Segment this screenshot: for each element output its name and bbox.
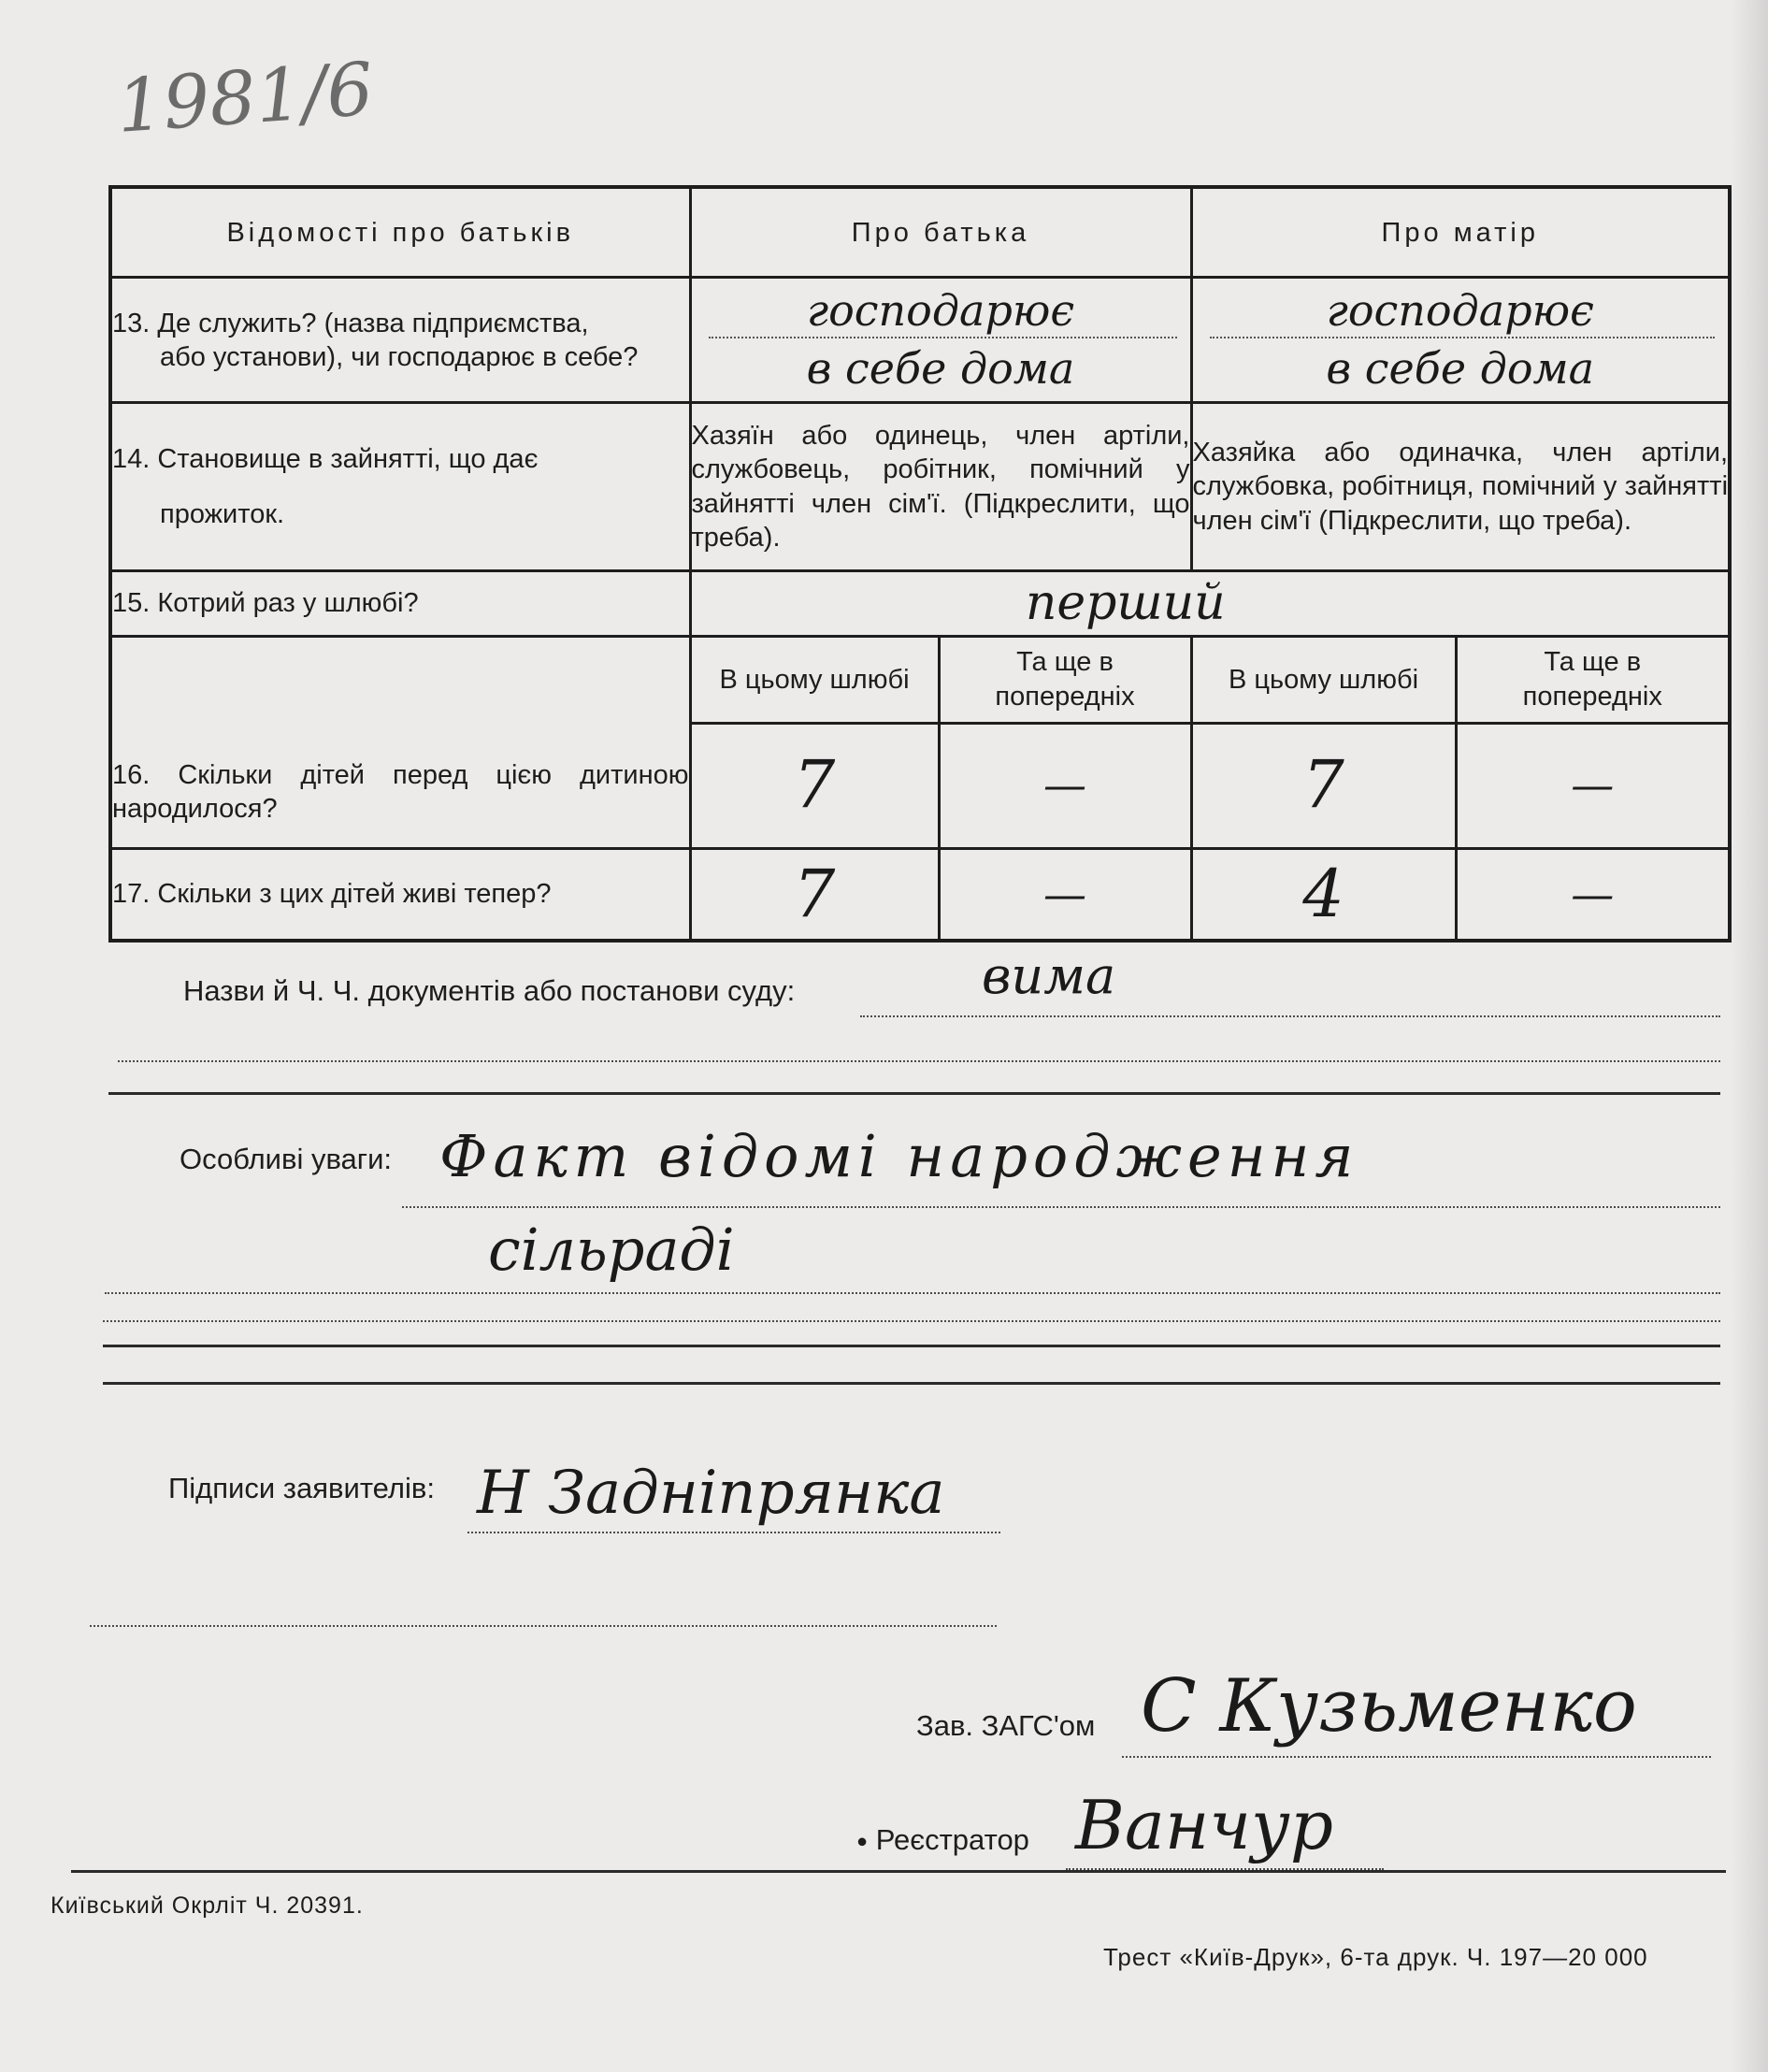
q17-mother-current <box>1191 848 1456 941</box>
q13-label-line1: 13. Де служить? (назва підприємства, <box>112 308 589 338</box>
table-row-q17 <box>110 848 1730 941</box>
remarks-dotted-line-3 <box>103 1320 1720 1322</box>
zags-signature: С Кузьменко <box>1141 1664 1637 1748</box>
q16-label <box>110 636 690 848</box>
q14-mother-options: Хазяйка або одиначка, член артіли, службовка, робітниця, помічний у зайнятті член сім'ї (Підкреслити, що треба). <box>1191 403 1730 570</box>
documents-label: Назви й Ч. Ч. документів або постанови суду: <box>183 974 796 1007</box>
registrar-signature: Ванчур <box>1075 1786 1333 1864</box>
answer-dotted-line <box>709 337 1177 338</box>
documents-dotted-line-2 <box>118 1060 1720 1062</box>
q16-label-text: 16. Скільки дітей перед цією дитиною народилося? <box>112 760 689 825</box>
q17-father-previous-value: — <box>1043 868 1086 919</box>
registrar-label <box>856 1823 1029 1857</box>
section-divider-2 <box>103 1345 1720 1347</box>
subheader-mother-previous: Та ще в попередніх <box>1456 636 1730 723</box>
footer-left-imprint: Київський Окрліт Ч. 20391. <box>50 1892 364 1919</box>
q15-label: 15. Котрий раз у шлюбі? <box>110 570 690 636</box>
q13-father-line1: господарює <box>806 285 1075 337</box>
subheader-mother-current: В цьому шлюбі <box>1191 636 1456 723</box>
subheader-father-previous: Та ще в попередніх <box>939 636 1191 723</box>
q13-label <box>110 278 690 403</box>
q14-label-line1: 14. Становище в зайнятті, що дає <box>112 444 539 475</box>
applicant-signature: Н Задніпрянка <box>477 1459 945 1528</box>
q14-label <box>110 403 690 570</box>
remarks-label: Особливі уваги: <box>180 1143 393 1175</box>
q14-label-line2: прожиток. <box>160 498 285 529</box>
q16-father-current <box>690 723 939 848</box>
q13-father-answer <box>690 278 1191 403</box>
signatures-dotted-line-2 <box>90 1625 997 1627</box>
footer-divider <box>71 1870 1726 1873</box>
answer-dotted-line <box>1210 337 1716 338</box>
q17-father-current <box>690 848 939 941</box>
q15-answer-value: перший <box>1025 574 1226 631</box>
q17-father-previous <box>939 848 1191 941</box>
q16-mother-current <box>1191 723 1456 848</box>
q13-father-line2: в себе дома <box>806 343 1075 395</box>
q14-father-options: Хазяїн або одинець, член артіли, службовець, робітник, помічний у зайнятті член сім'ї. (Підкреслити, що треба). <box>690 403 1191 570</box>
q17-mother-previous <box>1456 848 1730 941</box>
header-about-father: Про батька <box>690 187 1191 278</box>
registrar-label-text: Реєстратор <box>875 1823 1029 1856</box>
q17-mother-current-value: 4 <box>1302 855 1344 932</box>
zags-dotted-line <box>1122 1756 1711 1758</box>
table-row-q13 <box>110 278 1730 403</box>
parents-info-table <box>108 185 1732 942</box>
q13-label-line2: або установи), чи господарює в себе? <box>160 341 639 372</box>
section-divider-3 <box>103 1382 1720 1385</box>
documents-value: вима <box>982 946 1116 1005</box>
subheader-father-current: В цьому шлюбі <box>690 636 939 723</box>
bullet-dot: ● <box>856 1831 869 1852</box>
header-parents-info: Відомості про батьків <box>110 187 690 278</box>
q17-father-current-value: 7 <box>793 855 836 932</box>
footer-right-imprint: Трест «Київ-Друк», 6-та друк. Ч. 197—20 000 <box>1103 1943 1648 1971</box>
header-about-mother: Про матір <box>1191 187 1730 278</box>
q13-mother-line2: в себе дома <box>1326 343 1595 395</box>
signatures-dotted-line <box>467 1532 1000 1533</box>
archive-number: 1981/6 <box>114 47 377 150</box>
documents-dotted-line <box>860 1015 1720 1017</box>
section-divider <box>108 1092 1720 1095</box>
remarks-dotted-line <box>402 1206 1720 1208</box>
remarks-line1: Факт відомі народження <box>439 1122 1359 1190</box>
table-subheader-row <box>110 636 1730 723</box>
remarks-line2: сільраді <box>488 1216 735 1284</box>
table-header-row <box>110 187 1730 278</box>
remarks-dotted-line-2 <box>105 1292 1720 1294</box>
table-row-q14 <box>110 403 1730 570</box>
q17-mother-previous-value: — <box>1571 868 1615 919</box>
q13-mother-answer <box>1191 278 1730 403</box>
q16-mother-previous <box>1456 723 1730 848</box>
page-edge-shadow <box>1731 0 1768 2072</box>
q16-mother-current-value: 7 <box>1302 746 1344 824</box>
q16-father-previous <box>939 723 1191 848</box>
q17-label: 17. Скільки з цих дітей живі тепер? <box>110 848 690 941</box>
q16-mother-previous-value: — <box>1571 759 1615 811</box>
table-row-q15 <box>110 570 1730 636</box>
q13-mother-line1: господарює <box>1326 285 1594 337</box>
q16-father-current-value: 7 <box>793 746 836 824</box>
zags-label: Зав. ЗАГС'ом <box>916 1709 1096 1742</box>
signatures-label: Підписи заявителів: <box>168 1472 435 1504</box>
q15-answer <box>690 570 1730 636</box>
q16-father-previous-value: — <box>1043 759 1086 811</box>
